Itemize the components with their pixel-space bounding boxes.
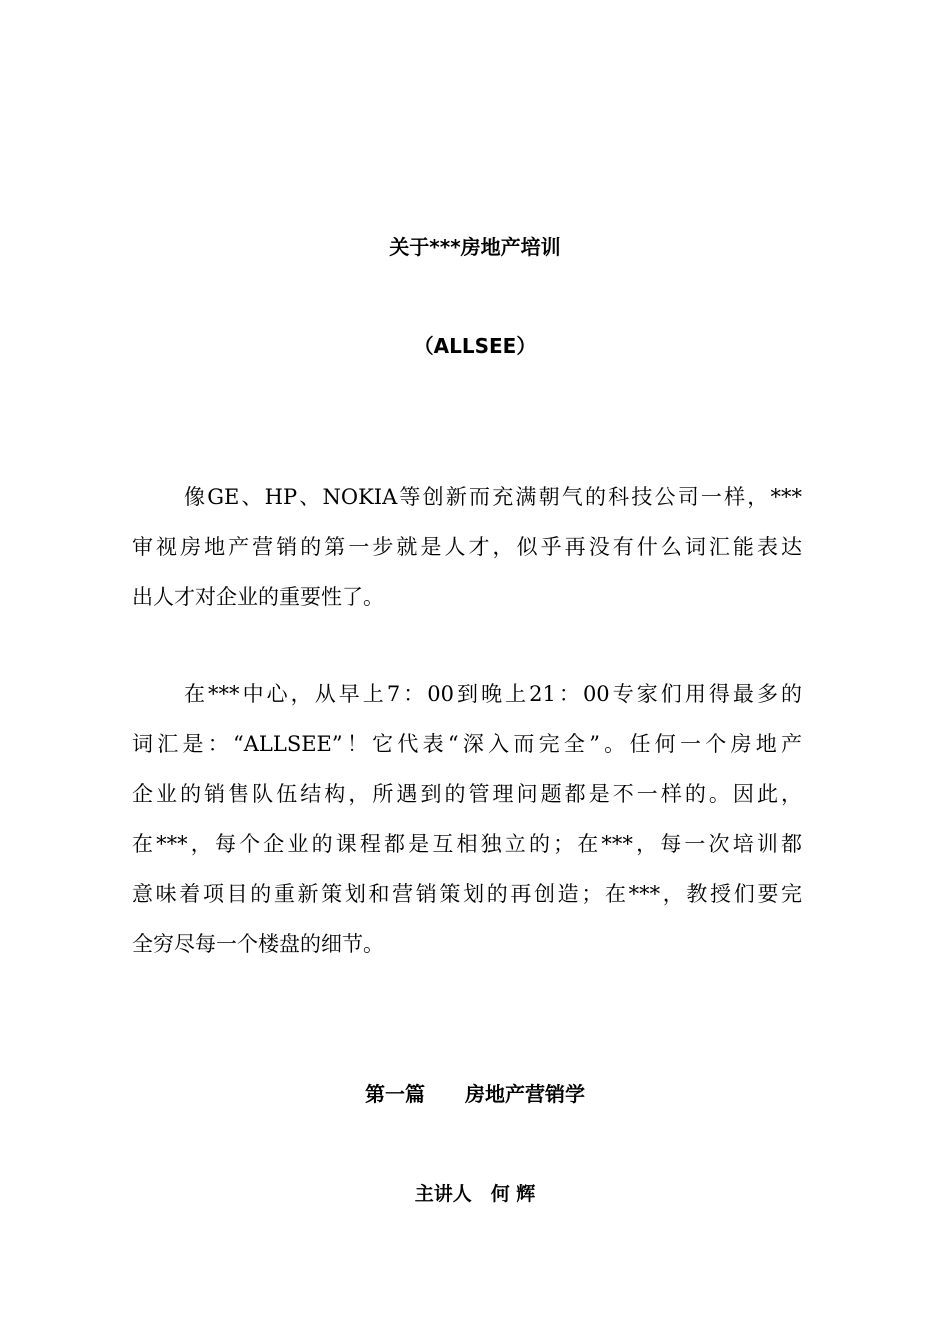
- paragraph-line: 在***中心，从早上7：00到晚上21：00专家们用得最多的: [184, 682, 802, 706]
- document-title: 关于***房地产培训: [389, 235, 561, 259]
- paragraph-line: 像GE、HP、NOKIA等创新而充满朝气的科技公司一样，***: [184, 485, 802, 509]
- lecturer-line: 主讲人 何 辉: [414, 1183, 536, 1205]
- paragraph-line: 在***，每个企业的课程都是互相独立的；在***，每一次培训都: [132, 832, 802, 856]
- paragraph-line: 出人才对企业的重要性了。: [132, 585, 384, 609]
- intro-paragraph: [132, 472, 802, 622]
- chapter-heading: 第一篇 房地产营销学: [365, 1082, 585, 1106]
- paragraph-line: 全穷尽每一个楼盘的细节。: [132, 932, 384, 956]
- paragraph-line: 企业的销售队伍结构，所遇到的管理问题都是不一样的。因此，: [132, 782, 802, 806]
- paragraph-line: 词汇是：“ALLSEE”！它代表“深入而完全”。任何一个房地产: [132, 732, 802, 756]
- allsee-paragraph: [132, 669, 802, 969]
- paragraph-line: 审视房地产营销的第一步就是人才，似乎再没有什么词汇能表达: [132, 535, 802, 559]
- document-subtitle: （ALLSEE）: [413, 334, 537, 358]
- paragraph-line: 意味着项目的重新策划和营销策划的再创造；在***，教授们要完: [132, 882, 802, 906]
